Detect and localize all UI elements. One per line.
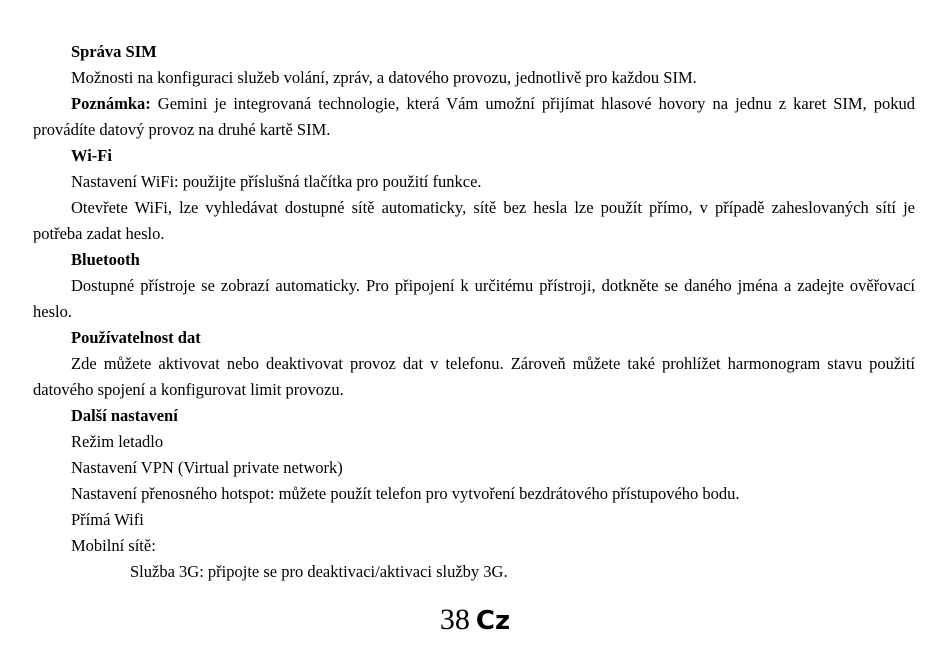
- bluetooth-paragraph: Dostupné přístroje se zobrazí automaticky. Pro připojení k určitému přístroji, dotkněte se daného jména a zadejte ověřovací heslo.: [33, 276, 915, 321]
- list-item-mobile-networks: Mobilní sítě:: [71, 536, 156, 555]
- data-usage-paragraph: Zde můžete aktivovat nebo deaktivovat provoz dat v telefonu. Zároveň můžete také prohlížet harmonogram stavu použití datového spojení a konfigurovat limit provozu.: [33, 354, 915, 399]
- page-footer: [0, 600, 950, 641]
- sim-note: [33, 91, 915, 143]
- document-page: [33, 39, 915, 585]
- language-code: Cz: [475, 606, 511, 636]
- sub-item-3g-service: Služba 3G: připojte se pro deaktivaci/aktivaci služby 3G.: [130, 562, 508, 581]
- wifi-paragraph-2: Otevřete WiFi, lze vyhledávat dostupné sítě automaticky, sítě bez hesla lze použít přímo, v případě zaheslovaných sítí je potřeba zadat heslo.: [33, 198, 915, 243]
- section-heading-data-usage: Používatelnost dat: [71, 328, 201, 347]
- section-heading-bluetooth: Bluetooth: [71, 250, 140, 269]
- sim-paragraph: Možnosti na konfiguraci služeb volání, zpráv, a datového provozu, jednotlivě pro každou SIM.: [71, 68, 697, 87]
- list-item-hotspot: Nastavení přenosného hotspot: můžete použít telefon pro vytvoření bezdrátového přístupového bodu.: [71, 484, 740, 503]
- wifi-paragraph-1: Nastavení WiFi: použijte příslušná tlačítka pro použití funkce.: [71, 172, 482, 191]
- section-heading-wifi: Wi-Fi: [71, 146, 112, 165]
- list-item-vpn: Nastavení VPN (Virtual private network): [71, 458, 343, 477]
- section-heading-more-settings: Další nastavení: [71, 406, 178, 425]
- note-text: Gemini je integrovaná technologie, která Vám umožní přijímat hlasové hovory na jednu z karet SIM, pokud provádíte datový provoz na druhé kartě SIM.: [33, 94, 915, 139]
- page-number: 38: [439, 603, 470, 636]
- section-heading-sim: Správa SIM: [71, 42, 157, 61]
- list-item-wifi-direct: Přímá Wifi: [71, 510, 144, 529]
- list-item-airplane-mode: Režim letadlo: [71, 432, 164, 451]
- note-label: Poznámka:: [71, 94, 151, 113]
